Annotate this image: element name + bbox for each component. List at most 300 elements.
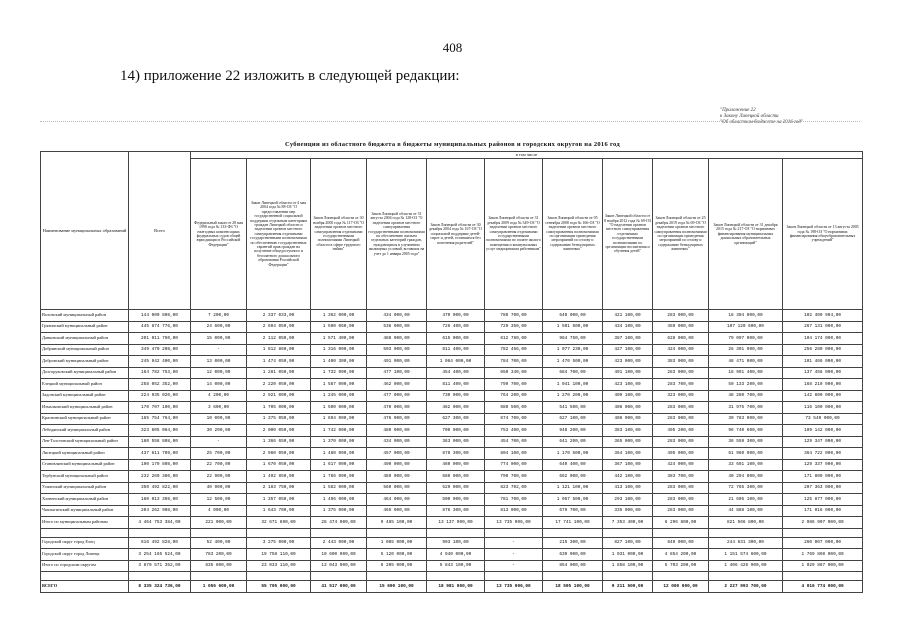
row-value: 1 357 050,00 [247,494,311,506]
row-value: 13 735 006,00 [485,517,543,529]
row-value: 489 000,00 [367,471,427,483]
row-value: 465 000,00 [367,505,427,517]
row-value: 811 400,00 [427,344,485,356]
row-value: 41 517 000,00 [311,581,367,593]
row-value: 615 000,00 [427,333,485,345]
row-value: 102 400 904,00 [783,310,863,322]
row-value: 36 559 300,00 [709,436,783,448]
row-value: 729 350,00 [485,321,543,333]
row-value: 500 000,00 [427,494,485,506]
row-name: Городской округ город Елец [41,537,129,549]
table-row [41,367,863,379]
row-value: 1 742 000,00 [311,425,367,437]
row-value: 1 705 000,00 [247,402,311,414]
row-value: 1 858 100,00 [603,560,653,572]
dotted-divider [40,121,860,123]
row-value: 1 077 230,00 [543,344,603,356]
row-value: 2 183 750,00 [247,482,311,494]
row-value: 17 741 100,00 [543,517,603,529]
table-row [41,356,863,368]
row-value: 503 000,00 [367,344,427,356]
amendment-heading: 14) приложение 22 изложить в следующей редакции: [120,68,460,84]
row-value: 101 466 000,00 [783,356,863,368]
row-value: 1 270 200,00 [543,390,603,402]
row-value: 3 600,00 [191,402,247,414]
row-value: 21 605 100,00 [709,494,783,506]
row-value: 5 843 100,00 [427,560,485,572]
row-value: 13 137 900,00 [427,517,485,529]
row-value: 6 296 800,00 [653,517,709,529]
row-value: 349 470 208,00 [129,344,191,356]
row-value: 764 200,00 [485,390,543,402]
table-row [41,482,863,494]
row-value: 784 700,00 [485,356,543,368]
row-value: 753 400,00 [485,425,543,437]
table-row [41,379,863,391]
spacer-cell [41,572,129,581]
row-value: 13 735 006,00 [485,581,543,593]
row-value: 15 690 100,00 [367,581,427,593]
row-name: Воловский муниципальный район [41,310,129,322]
row-value: 1 400 300,00 [311,356,367,368]
row-value: 424 000,00 [653,344,709,356]
row-value: 821 566 800,00 [709,517,783,529]
row-name: Задонский муниципальный район [41,390,129,402]
row-value: 1 590 060,00 [311,321,367,333]
row-value: 541 500,00 [543,402,603,414]
row-value: 650 340,00 [485,367,543,379]
row-value: 283 000,00 [653,494,709,506]
row-value: 232 260 380,00 [129,471,191,483]
row-value: - [485,537,543,549]
row-value: 491 100,00 [603,367,653,379]
row-value: 2 921 000,00 [247,390,311,402]
row-value: 878 300,00 [427,448,485,460]
row-value: 5 703 200,00 [653,560,709,572]
row-value: 129 337 000,00 [783,459,863,471]
table-row [41,310,863,322]
row-value: 454 700,00 [485,436,543,448]
spacer-cell [311,572,367,581]
row-value: 470 000,00 [367,402,427,414]
spacer-cell [427,572,485,581]
table-row [41,459,863,471]
row-value: 6 205 000,00 [367,560,427,572]
row-value: 335 000,00 [603,505,653,517]
row-value: 383 100,00 [603,425,653,437]
row-value: 55 705 000,00 [247,581,311,593]
row-value: 170 707 100,00 [129,402,191,414]
row-value: 18 304 000,00 [709,310,783,322]
row-value: 1 766 000,00 [311,471,367,483]
row-value: 2 220 050,00 [247,379,311,391]
row-value: 1 617 000,00 [311,459,367,471]
table-row [41,321,863,333]
spacer-cell [543,528,603,537]
row-value: 1 316 000,00 [311,344,367,356]
subsidies-table [40,151,863,593]
row-value: 40 900,00 [191,482,247,494]
table-row [41,517,863,529]
row-value: 125 877 000,00 [783,494,863,506]
row-value: 323 000,00 [653,390,709,402]
row-value: 4 464 753 384,00 [129,517,191,529]
spacer-cell [653,528,709,537]
row-value: 1 571 400,00 [311,333,367,345]
row-value: 387 100,00 [603,333,653,345]
row-value: 903 100,00 [427,537,485,549]
spacer-cell [191,572,247,581]
row-value: 283 000,00 [653,505,709,517]
row-value: 33 691 100,00 [709,459,783,471]
row-value: 48 280 700,00 [709,390,783,402]
row-name: Данковский муниципальный район [41,333,129,345]
row-value: 4 854 200,00 [653,549,709,561]
row-value: 283 700,00 [653,379,709,391]
spacer-cell [543,572,603,581]
row-value: 423 000,00 [603,356,653,368]
row-value: 116 100 000,00 [783,402,863,414]
appendix-note [720,108,840,126]
row-value: 781 700,00 [485,494,543,506]
row-value: 1 582 000,00 [311,482,367,494]
row-value: 283 000,00 [653,413,709,425]
row-value: 460 000,00 [427,459,485,471]
row-value: 283 000,00 [653,436,709,448]
table-title: Субвенции из областного бюджета в бюджеты муниципальных районов и городских округов на 2016 год [285,141,620,148]
row-value: 168 210 000,00 [783,379,863,391]
row-value: 1 470 500,00 [543,356,603,368]
row-value: 538 000,00 [367,321,427,333]
row-value: 1 812 860,00 [247,344,311,356]
row-value: 1 769 860 000,00 [783,549,863,561]
row-value: 641 200,00 [543,436,603,448]
row-value: 700 000,00 [427,425,485,437]
row-value: 260 007 000,00 [783,537,863,549]
row-value: 680 500,00 [485,402,543,414]
row-value: 293 100,00 [603,494,653,506]
row-value: 30 200,00 [191,425,247,437]
row-value: 13 000,00 [191,356,247,368]
row-value: 9 211 500,00 [603,581,653,593]
row-value: 26 391 900,00 [709,344,783,356]
header-law: Закон Липецкой области от 31 августа 2004 года № 128-ОЗ "О наделении органов местного самоуправления государственными полномочиями по обеспечению жильем отдельных категорий граждан, нуждающихся в улучшении жилищных условий, вставших на учет до 1 января 2005 года" [367,159,427,310]
row-value: 350 492 822,00 [129,482,191,494]
row-value: 849 000,00 [653,537,709,549]
row-value: 628 000,00 [653,333,709,345]
row-name: Тербунский муниципальный район [41,471,129,483]
row-value: 23 033 110,00 [247,560,311,572]
table-row [41,549,863,561]
row-value: 1 732 000,00 [311,367,367,379]
row-value: 2 443 000,00 [311,537,367,549]
spacer-cell [709,528,783,537]
row-value: 434 000,00 [367,436,427,448]
row-value: 365 000,00 [603,436,653,448]
row-name: Хлевенский муниципальный район [41,494,129,506]
spacer-cell [603,572,653,581]
row-value: 221 000,00 [191,517,247,529]
row-value: 364 722 000,00 [783,448,863,460]
header-units: в том числе [191,152,863,159]
row-value: 1 375 050,00 [247,413,311,425]
row-value: 180 013 398,00 [129,494,191,506]
row-name: Краснинский муниципальный район [41,413,129,425]
row-value: 14 000,00 [191,379,247,391]
row-value: 13 043 000,00 [311,560,367,572]
spacer-cell [41,528,129,537]
row-value: 424 000,00 [653,459,709,471]
row-value: 12 000 000,00 [653,581,709,593]
row-value: 4 940 000,00 [427,549,485,561]
row-value: 144 000 808,00 [129,310,191,322]
row-value: 495 000,00 [653,448,709,460]
row-value: 7 200,00 [191,310,247,322]
row-value: 12 000,00 [191,367,247,379]
row-value: 640 000,00 [543,310,603,322]
row-value: 4 000,00 [191,505,247,517]
row-value: 10 600 000,00 [311,549,367,561]
row-value: 774 000,00 [485,459,543,471]
row-value: - [485,560,543,572]
header-law: Закон Липецкой области от 4 мая 2004 года № 88-ОЗ "О предоставлении мер государственной социальной поддержки отдельным категориям граждан Липецкой области и наделении органов местного самоуправления отдельными государственными полномочиями по обеспечению государственных гарантий прав граждан на получение общедоступного и бесплатного дошкольного образования Российской Федерации" [247,159,311,310]
row-name: Итого по муниципальным районам [41,517,129,529]
row-value: 462 000,00 [427,402,485,414]
row-value: 24 600,00 [191,321,247,333]
row-name: Лев-Толстовский муниципальный район [41,436,129,448]
row-value: 215 300,00 [543,537,603,549]
row-value: 3 870 571 352,00 [129,560,191,572]
row-value: 1 041 100,00 [543,379,603,391]
table-spacer-row [41,528,863,537]
row-value: 413 100,00 [603,482,653,494]
row-value: 454 400,00 [427,367,485,379]
spacer-cell [367,528,427,537]
row-value: 1 057 500,00 [543,494,603,506]
row-value: 283 000,00 [653,402,709,414]
row-value: 490 000,00 [367,459,427,471]
row-name: ВСЕГО [41,581,129,593]
row-value: 1 501 600,00 [543,321,603,333]
spacer-cell [191,528,247,537]
row-value: 1 366 650,00 [247,436,311,448]
row-name: Долгоруковский муниципальный район [41,367,129,379]
row-value: 72 765 300,00 [709,482,783,494]
row-value: 948 200,00 [543,425,603,437]
row-value: 427 100,00 [603,344,653,356]
row-value: 12 500,00 [191,494,247,506]
row-value: 171 800 000,00 [783,471,863,483]
row-value: 9 485 100,00 [367,517,427,529]
row-value: 142 600 000,00 [783,390,863,402]
row-value: 199 142 000,00 [783,425,863,437]
row-value: 18 981 000,00 [427,581,485,593]
spacer-cell [783,572,863,581]
row-value: 876 300,00 [427,505,485,517]
row-value: 799 700,00 [485,379,543,391]
row-value: 476 000,00 [367,413,427,425]
spacer-cell [311,528,367,537]
row-name: Чаплыгинский муниципальный район [41,505,129,517]
spacer-cell [129,528,191,537]
row-name: Елецкий муниципальный район [41,379,129,391]
table-row [41,402,863,414]
table-row [41,505,863,517]
row-value: 258 052 352,00 [129,379,191,391]
row-value: 2 604 050,00 [247,321,311,333]
row-name: Добринский муниципальный район [41,344,129,356]
row-name: Итого по городским округам [41,560,129,572]
row-value: 2 986 907 000,00 [783,517,863,529]
row-value: 1 694 000,00 [311,413,367,425]
row-value: 283 000,00 [653,482,709,494]
row-value: 4 200,00 [191,390,247,402]
row-value: 1 496 000,00 [311,494,367,506]
row-value: 442 100,00 [603,471,653,483]
row-value: 684 700,00 [543,367,603,379]
table-row [41,344,863,356]
row-name: Грязинский муниципальный район [41,321,129,333]
row-value: 383 000,00 [653,356,709,368]
spacer-cell [485,572,543,581]
row-value: 1 500 000,00 [311,402,367,414]
spacer-cell [129,572,191,581]
appendix-note-line: "Об областном бюджете на 2016 год" [720,120,803,125]
row-value: 639 000,00 [543,549,603,561]
row-value: 15 000,00 [191,333,247,345]
row-value: 782 456,00 [485,344,543,356]
row-value: 1 480 000,00 [311,448,367,460]
table-row [41,471,863,483]
row-value: 52 400,00 [191,537,247,549]
row-value: 323 605 064,00 [129,425,191,437]
row-value: 804 100,00 [485,448,543,460]
row-value: 1 031 000,00 [603,549,653,561]
appendix-note-line: к Закону Липецкой области [720,114,779,119]
row-value: 1 170 500,00 [543,448,603,460]
row-value: 18 595 100,00 [543,581,603,593]
row-value: 813 000,00 [485,505,543,517]
row-value: 640 400,00 [543,459,603,471]
row-value: 408 000,00 [603,402,653,414]
header-law: Закон Липецкой области от 31 декабря 2015 года № 217-ОЗ "О нормативах финансирования муниципальных дошкольных образовательных организаций" [709,159,783,310]
header-law: Федеральный закон от 28 мая 1998 года № 133-ФЗ "О ежегодных компенсациях федеральных судов общей юрисдикции в Российской Федерации" [191,159,247,310]
row-value: 8 335 324 736,00 [129,581,191,593]
row-value: 32 671 890,00 [247,517,311,529]
header-law: Закон Липецкой области от 31 декабря 2009 года № 349-ОЗ "О наделении органов местного самоуправления отдельными государственными полномочиями по оплате жилого помещения и коммунальных услуг медицинским работникам" [485,159,543,310]
row-value: 1 121 100,00 [543,482,603,494]
row-value: 1 281 050,00 [247,367,311,379]
row-value: 495 200,00 [653,425,709,437]
row-value: 48 471 000,00 [709,356,783,368]
row-value: 30 783 000,00 [709,413,783,425]
row-value: 1 370 000,00 [311,436,367,448]
row-value: 1 643 700,00 [247,505,311,517]
row-value: 1 064 000,00 [427,356,485,368]
row-value: 964 750,00 [543,333,603,345]
header-law: Закон Липецкой области от 05 сентября 2008 года № 166-ОЗ "О наделении органов местного самоуправления полномочиями по организации проведения мероприятий по отлову и содержанию безнадзорных животных" [543,159,603,310]
row-value: 421 100,00 [603,310,653,322]
row-value: 104 174 000,00 [783,333,863,345]
row-value: 107 120 600,00 [709,321,783,333]
row-value: 854 000,00 [543,560,603,572]
row-value: 1 151 574 600,00 [709,549,783,561]
row-value: 1 029 867 000,00 [783,560,863,572]
row-value: 730 000,00 [427,390,485,402]
row-value: 22 700,00 [191,459,247,471]
row-value: 1 362 000,00 [311,310,367,322]
row-value: 491 000,00 [367,356,427,368]
spacer-cell [603,528,653,537]
page-number: 408 [442,40,463,55]
row-value: 2 960 050,00 [247,448,311,460]
row-value: 1 670 050,00 [247,459,311,471]
row-value: 283 000,00 [653,367,709,379]
row-name: Лебедянский муниципальный район [41,425,129,437]
header-name: Наименование муниципальных образований [41,152,129,310]
table-row [41,560,863,572]
row-value: 40 294 000,00 [709,471,783,483]
row-value: 627 100,00 [543,413,603,425]
row-value: 434 100,00 [603,321,653,333]
row-value: 2 112 050,00 [247,333,311,345]
row-value: 5 120 000,00 [367,549,427,561]
row-value: 2 227 993 700,00 [709,581,783,593]
row-value: 44 888 100,00 [709,505,783,517]
row-value: 477 000,00 [367,390,427,402]
spacer-cell [247,528,311,537]
row-value: 201 011 750,00 [129,333,191,345]
row-value: 96 740 600,00 [709,425,783,437]
row-value: 2 000 050,00 [247,425,311,437]
row-value: 470 000,00 [427,310,485,322]
table-spacer-row [41,572,863,581]
row-value: 780 700,00 [485,310,543,322]
row-name: Становлянский муниципальный район [41,459,129,471]
row-value: 457 000,00 [367,448,427,460]
row-value: 137 456 000,00 [783,367,863,379]
row-value: 459 000,00 [653,321,709,333]
row-value: 50 133 200,00 [709,379,783,391]
row-value: 31 975 700,00 [709,402,783,414]
header-total: Всего [129,152,191,310]
spacer-cell [367,572,427,581]
row-value: 488 000,00 [367,333,427,345]
row-value: 129 347 000,00 [783,436,863,448]
row-value: 28 474 000,00 [311,517,367,529]
row-value: 367 100,00 [603,459,653,471]
table-row [41,413,863,425]
row-value: 10 000,00 [191,413,247,425]
row-value: 423 100,00 [603,379,653,391]
row-value: 616 492 828,00 [129,537,191,549]
table-row [41,448,863,460]
row-value: 409 100,00 [603,390,653,402]
row-value: 560 000,00 [367,482,427,494]
row-value: 790 700,00 [485,471,543,483]
row-value: 244 631 300,00 [709,537,783,549]
row-value: - [191,344,247,356]
row-value: 1 492 850,00 [247,471,311,483]
row-value: 364 100,00 [603,448,653,460]
row-value: 204 262 908,00 [129,505,191,517]
row-value: 79 097 000,00 [709,333,783,345]
row-value: 180 558 808,00 [129,436,191,448]
spacer-cell [485,528,543,537]
spacer-cell [427,528,485,537]
row-value: 383 700,00 [653,471,709,483]
row-value: 164 782 753,00 [129,367,191,379]
